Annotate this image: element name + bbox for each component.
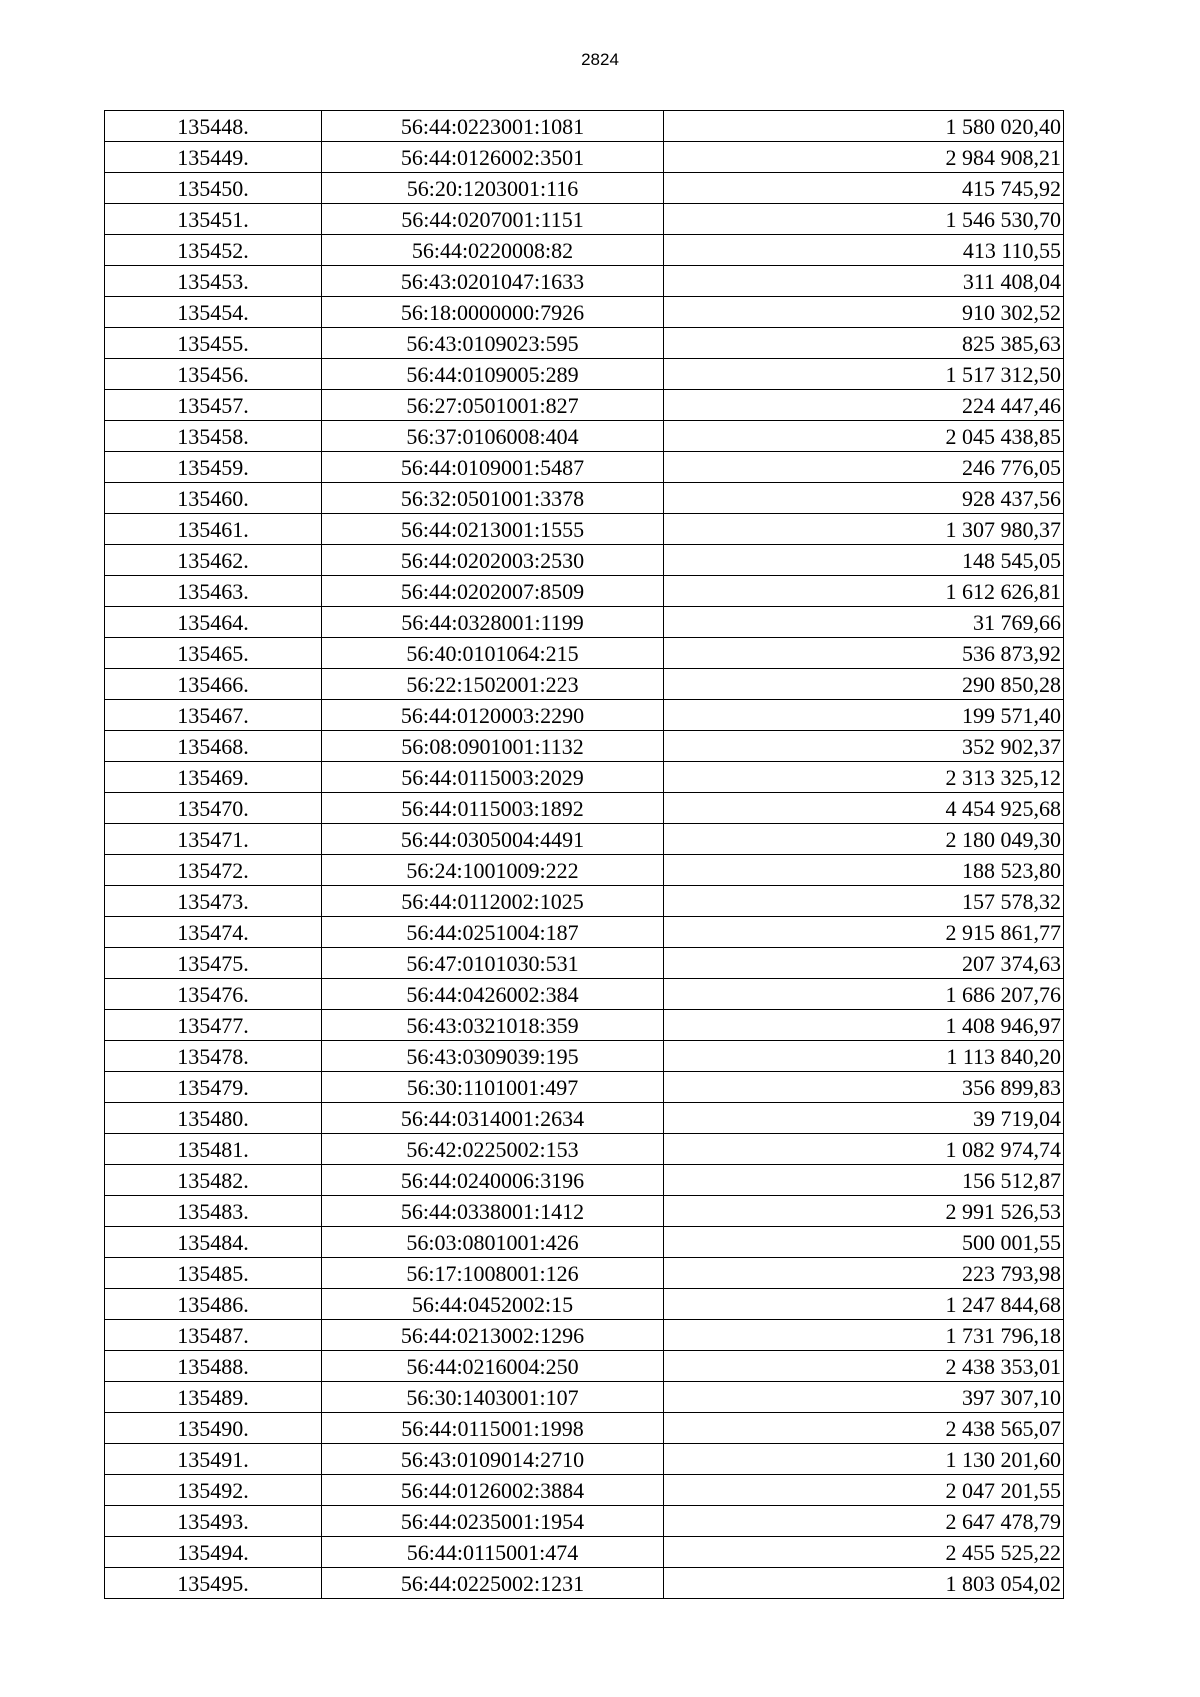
row-number-cell: 135458. xyxy=(105,421,322,452)
cadastral-value-cell: 246 776,05 xyxy=(664,452,1064,483)
cadastral-number-cell: 56:44:0120003:2290 xyxy=(322,700,664,731)
row-number-cell: 135471. xyxy=(105,824,322,855)
cadastral-value-cell: 825 385,63 xyxy=(664,328,1064,359)
cadastral-number-cell: 56:44:0223001:1081 xyxy=(322,111,664,142)
table-row xyxy=(105,917,1064,948)
row-number-cell: 135467. xyxy=(105,700,322,731)
table-row xyxy=(105,1196,1064,1227)
cadastral-number-cell: 56:08:0901001:1132 xyxy=(322,731,664,762)
page-number: 2824 xyxy=(581,50,619,69)
cadastral-number-cell: 56:44:0202003:2530 xyxy=(322,545,664,576)
table-row xyxy=(105,111,1064,142)
table-row xyxy=(105,142,1064,173)
cadastral-number-cell: 56:44:0109005:289 xyxy=(322,359,664,390)
cadastral-value-cell: 2 180 049,30 xyxy=(664,824,1064,855)
table-row xyxy=(105,1568,1064,1599)
row-number-cell: 135477. xyxy=(105,1010,322,1041)
cadastral-number-cell: 56:44:0240006:3196 xyxy=(322,1165,664,1196)
row-number-cell: 135478. xyxy=(105,1041,322,1072)
row-number-cell: 135489. xyxy=(105,1382,322,1413)
cadastral-number-cell: 56:44:0115003:2029 xyxy=(322,762,664,793)
cadastral-value-cell: 1 082 974,74 xyxy=(664,1134,1064,1165)
cadastral-number-cell: 56:30:1101001:497 xyxy=(322,1072,664,1103)
cadastral-number-cell: 56:44:0328001:1199 xyxy=(322,607,664,638)
row-number-cell: 135488. xyxy=(105,1351,322,1382)
cadastral-value-cell: 928 437,56 xyxy=(664,483,1064,514)
table-row xyxy=(105,1103,1064,1134)
cadastral-value-cell: 1 247 844,68 xyxy=(664,1289,1064,1320)
cadastral-number-cell: 56:30:1403001:107 xyxy=(322,1382,664,1413)
cadastral-number-cell: 56:03:0801001:426 xyxy=(322,1227,664,1258)
cadastral-number-cell: 56:44:0213002:1296 xyxy=(322,1320,664,1351)
cadastral-number-cell: 56:44:0126002:3501 xyxy=(322,142,664,173)
cadastral-value-cell: 31 769,66 xyxy=(664,607,1064,638)
cadastral-number-cell: 56:43:0109014:2710 xyxy=(322,1444,664,1475)
table-row xyxy=(105,948,1064,979)
table-row xyxy=(105,514,1064,545)
row-number-cell: 135491. xyxy=(105,1444,322,1475)
cadastral-number-cell: 56:43:0321018:359 xyxy=(322,1010,664,1041)
cadastral-number-cell: 56:44:0112002:1025 xyxy=(322,886,664,917)
table-row xyxy=(105,762,1064,793)
cadastral-number-cell: 56:44:0314001:2634 xyxy=(322,1103,664,1134)
row-number-cell: 135473. xyxy=(105,886,322,917)
cadastral-value-cell: 2 991 526,53 xyxy=(664,1196,1064,1227)
row-number-cell: 135453. xyxy=(105,266,322,297)
cadastral-number-cell: 56:42:0225002:153 xyxy=(322,1134,664,1165)
cadastral-value-cell: 536 873,92 xyxy=(664,638,1064,669)
table-row xyxy=(105,483,1064,514)
row-number-cell: 135451. xyxy=(105,204,322,235)
cadastral-value-cell: 2 045 438,85 xyxy=(664,421,1064,452)
registry-table xyxy=(104,110,1064,1599)
cadastral-number-cell: 56:44:0207001:1151 xyxy=(322,204,664,235)
cadastral-value-cell: 397 307,10 xyxy=(664,1382,1064,1413)
table-row xyxy=(105,1041,1064,1072)
cadastral-number-cell: 56:44:0235001:1954 xyxy=(322,1506,664,1537)
cadastral-value-cell: 2 047 201,55 xyxy=(664,1475,1064,1506)
row-number-cell: 135461. xyxy=(105,514,322,545)
row-number-cell: 135472. xyxy=(105,855,322,886)
row-number-cell: 135492. xyxy=(105,1475,322,1506)
table-row xyxy=(105,1537,1064,1568)
cadastral-number-cell: 56:44:0426002:384 xyxy=(322,979,664,1010)
cadastral-value-cell: 356 899,83 xyxy=(664,1072,1064,1103)
row-number-cell: 135487. xyxy=(105,1320,322,1351)
cadastral-number-cell: 56:22:1502001:223 xyxy=(322,669,664,700)
table-row xyxy=(105,1413,1064,1444)
row-number-cell: 135482. xyxy=(105,1165,322,1196)
table-row xyxy=(105,1227,1064,1258)
cadastral-number-cell: 56:20:1203001:116 xyxy=(322,173,664,204)
cadastral-value-cell: 199 571,40 xyxy=(664,700,1064,731)
table-row xyxy=(105,545,1064,576)
table-row xyxy=(105,266,1064,297)
table-row xyxy=(105,793,1064,824)
table-row xyxy=(105,328,1064,359)
row-number-cell: 135449. xyxy=(105,142,322,173)
cadastral-number-cell: 56:44:0216004:250 xyxy=(322,1351,664,1382)
row-number-cell: 135485. xyxy=(105,1258,322,1289)
row-number-cell: 135484. xyxy=(105,1227,322,1258)
cadastral-number-cell: 56:44:0251004:187 xyxy=(322,917,664,948)
table-row xyxy=(105,1072,1064,1103)
table-row xyxy=(105,824,1064,855)
row-number-cell: 135475. xyxy=(105,948,322,979)
cadastral-number-cell: 56:27:0501001:827 xyxy=(322,390,664,421)
cadastral-value-cell: 1 408 946,97 xyxy=(664,1010,1064,1041)
cadastral-value-cell: 415 745,92 xyxy=(664,173,1064,204)
row-number-cell: 135460. xyxy=(105,483,322,514)
table-row xyxy=(105,638,1064,669)
row-number-cell: 135480. xyxy=(105,1103,322,1134)
cadastral-value-cell: 148 545,05 xyxy=(664,545,1064,576)
row-number-cell: 135455. xyxy=(105,328,322,359)
row-number-cell: 135493. xyxy=(105,1506,322,1537)
cadastral-number-cell: 56:24:1001009:222 xyxy=(322,855,664,886)
cadastral-value-cell: 1 731 796,18 xyxy=(664,1320,1064,1351)
cadastral-value-cell: 2 438 353,01 xyxy=(664,1351,1064,1382)
table-row xyxy=(105,855,1064,886)
row-number-cell: 135464. xyxy=(105,607,322,638)
cadastral-number-cell: 56:44:0115001:474 xyxy=(322,1537,664,1568)
cadastral-number-cell: 56:17:1008001:126 xyxy=(322,1258,664,1289)
cadastral-number-cell: 56:43:0309039:195 xyxy=(322,1041,664,1072)
cadastral-number-cell: 56:44:0126002:3884 xyxy=(322,1475,664,1506)
cadastral-value-cell: 2 438 565,07 xyxy=(664,1413,1064,1444)
row-number-cell: 135486. xyxy=(105,1289,322,1320)
row-number-cell: 135476. xyxy=(105,979,322,1010)
cadastral-value-cell: 39 719,04 xyxy=(664,1103,1064,1134)
cadastral-number-cell: 56:37:0106008:404 xyxy=(322,421,664,452)
cadastral-value-cell: 352 902,37 xyxy=(664,731,1064,762)
row-number-cell: 135468. xyxy=(105,731,322,762)
row-number-cell: 135483. xyxy=(105,1196,322,1227)
row-number-cell: 135457. xyxy=(105,390,322,421)
table-row xyxy=(105,669,1064,700)
cadastral-value-cell: 413 110,55 xyxy=(664,235,1064,266)
cadastral-number-cell: 56:40:0101064:215 xyxy=(322,638,664,669)
table-row xyxy=(105,576,1064,607)
cadastral-value-cell: 290 850,28 xyxy=(664,669,1064,700)
cadastral-value-cell: 207 374,63 xyxy=(664,948,1064,979)
table-row xyxy=(105,700,1064,731)
cadastral-value-cell: 2 647 478,79 xyxy=(664,1506,1064,1537)
table-row xyxy=(105,1382,1064,1413)
table-row xyxy=(105,1289,1064,1320)
cadastral-value-cell: 223 793,98 xyxy=(664,1258,1064,1289)
row-number-cell: 135456. xyxy=(105,359,322,390)
table-row xyxy=(105,886,1064,917)
table-row xyxy=(105,607,1064,638)
cadastral-value-cell: 2 313 325,12 xyxy=(664,762,1064,793)
table-row xyxy=(105,421,1064,452)
cadastral-value-cell: 910 302,52 xyxy=(664,297,1064,328)
cadastral-value-cell: 1 546 530,70 xyxy=(664,204,1064,235)
table-row xyxy=(105,1258,1064,1289)
cadastral-number-cell: 56:44:0305004:4491 xyxy=(322,824,664,855)
cadastral-value-cell: 2 984 908,21 xyxy=(664,142,1064,173)
table-row xyxy=(105,452,1064,483)
cadastral-number-cell: 56:47:0101030:531 xyxy=(322,948,664,979)
cadastral-number-cell: 56:32:0501001:3378 xyxy=(322,483,664,514)
cadastral-number-cell: 56:44:0202007:8509 xyxy=(322,576,664,607)
cadastral-value-cell: 1 803 054,02 xyxy=(664,1568,1064,1599)
cadastral-value-cell: 2 915 861,77 xyxy=(664,917,1064,948)
row-number-cell: 135494. xyxy=(105,1537,322,1568)
table-row xyxy=(105,1351,1064,1382)
cadastral-value-cell: 156 512,87 xyxy=(664,1165,1064,1196)
table-row xyxy=(105,1475,1064,1506)
cadastral-value-cell: 2 455 525,22 xyxy=(664,1537,1064,1568)
table-row xyxy=(105,1010,1064,1041)
cadastral-number-cell: 56:44:0452002:15 xyxy=(322,1289,664,1320)
row-number-cell: 135490. xyxy=(105,1413,322,1444)
row-number-cell: 135469. xyxy=(105,762,322,793)
cadastral-value-cell: 224 447,46 xyxy=(664,390,1064,421)
cadastral-value-cell: 1 517 312,50 xyxy=(664,359,1064,390)
table-row xyxy=(105,979,1064,1010)
row-number-cell: 135495. xyxy=(105,1568,322,1599)
cadastral-value-cell: 4 454 925,68 xyxy=(664,793,1064,824)
row-number-cell: 135481. xyxy=(105,1134,322,1165)
cadastral-number-cell: 56:43:0201047:1633 xyxy=(322,266,664,297)
cadastral-value-cell: 1 307 980,37 xyxy=(664,514,1064,545)
table-row xyxy=(105,204,1064,235)
table-row xyxy=(105,297,1064,328)
row-number-cell: 135474. xyxy=(105,917,322,948)
cadastral-number-cell: 56:44:0225002:1231 xyxy=(322,1568,664,1599)
row-number-cell: 135459. xyxy=(105,452,322,483)
row-number-cell: 135454. xyxy=(105,297,322,328)
table-row xyxy=(105,359,1064,390)
cadastral-value-cell: 1 580 020,40 xyxy=(664,111,1064,142)
table-row xyxy=(105,390,1064,421)
cadastral-value-cell: 1 686 207,76 xyxy=(664,979,1064,1010)
row-number-cell: 135462. xyxy=(105,545,322,576)
cadastral-number-cell: 56:44:0213001:1555 xyxy=(322,514,664,545)
table-row xyxy=(105,235,1064,266)
cadastral-number-cell: 56:44:0115003:1892 xyxy=(322,793,664,824)
cadastral-number-cell: 56:44:0115001:1998 xyxy=(322,1413,664,1444)
cadastral-number-cell: 56:43:0109023:595 xyxy=(322,328,664,359)
row-number-cell: 135448. xyxy=(105,111,322,142)
cadastral-value-cell: 1 113 840,20 xyxy=(664,1041,1064,1072)
table-row xyxy=(105,1320,1064,1351)
row-number-cell: 135450. xyxy=(105,173,322,204)
row-number-cell: 135479. xyxy=(105,1072,322,1103)
row-number-cell: 135470. xyxy=(105,793,322,824)
table-row xyxy=(105,1165,1064,1196)
cadastral-value-cell: 1 612 626,81 xyxy=(664,576,1064,607)
cadastral-value-cell: 311 408,04 xyxy=(664,266,1064,297)
cadastral-value-cell: 500 001,55 xyxy=(664,1227,1064,1258)
cadastral-number-cell: 56:44:0338001:1412 xyxy=(322,1196,664,1227)
cadastral-number-cell: 56:44:0220008:82 xyxy=(322,235,664,266)
row-number-cell: 135465. xyxy=(105,638,322,669)
cadastral-number-cell: 56:18:0000000:7926 xyxy=(322,297,664,328)
registry-table-body xyxy=(105,111,1064,1599)
cadastral-value-cell: 157 578,32 xyxy=(664,886,1064,917)
cadastral-value-cell: 188 523,80 xyxy=(664,855,1064,886)
row-number-cell: 135463. xyxy=(105,576,322,607)
table-row xyxy=(105,731,1064,762)
table-row xyxy=(105,173,1064,204)
table-row xyxy=(105,1444,1064,1475)
table-row xyxy=(105,1506,1064,1537)
cadastral-number-cell: 56:44:0109001:5487 xyxy=(322,452,664,483)
table-row xyxy=(105,1134,1064,1165)
row-number-cell: 135452. xyxy=(105,235,322,266)
row-number-cell: 135466. xyxy=(105,669,322,700)
cadastral-value-cell: 1 130 201,60 xyxy=(664,1444,1064,1475)
